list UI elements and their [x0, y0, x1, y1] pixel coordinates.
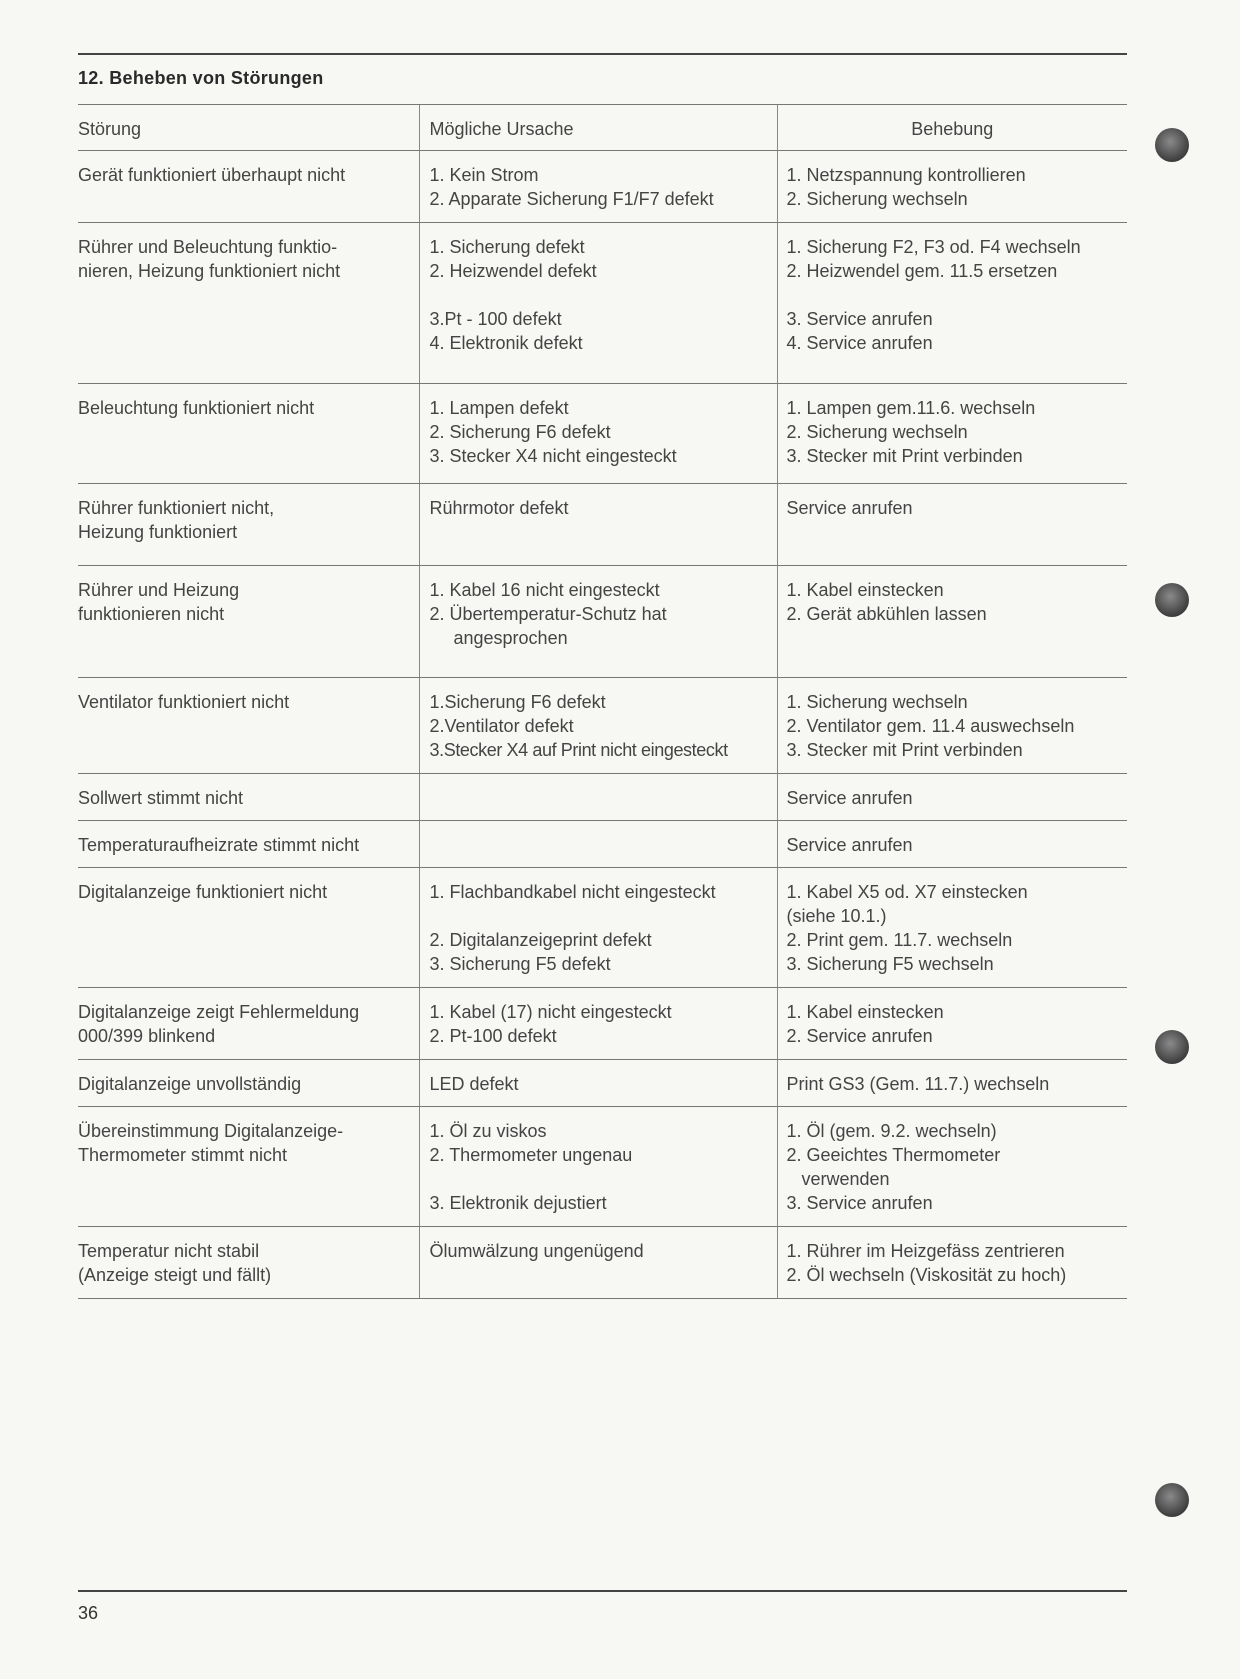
table-row	[78, 821, 1127, 868]
fix-line: Print GS3 (Gem. 11.7.) wechseln	[786, 1074, 1050, 1094]
troubleshooting-table	[78, 104, 1127, 1299]
fix-cell	[777, 821, 1127, 868]
cause-line: 2. Heizwendel defekt	[429, 261, 597, 281]
fix-line: 2. Geeichtes Thermometer	[786, 1145, 1001, 1165]
fix-cell	[777, 678, 1127, 774]
problem-cell	[78, 821, 419, 868]
table-row	[78, 223, 1127, 384]
problem-cell	[78, 678, 419, 774]
cause-line: 1. Kein Strom	[429, 165, 539, 185]
problem-line: 000/399 blinkend	[78, 1026, 216, 1046]
problem-cell	[78, 1060, 419, 1107]
cause-cell	[419, 384, 777, 484]
cause-cell	[419, 566, 777, 678]
problem-cell	[78, 868, 419, 988]
cause-line: 3. Elektronik dejustiert	[429, 1193, 607, 1213]
fix-cell	[777, 484, 1127, 566]
cause-line: Rührmotor defekt	[429, 498, 569, 518]
fix-line: 2. Heizwendel gem. 11.5 ersetzen	[786, 261, 1058, 281]
cause-line: 4. Elektronik defekt	[429, 333, 583, 353]
header-stoerung: Störung	[78, 105, 419, 151]
cause-cell	[419, 988, 777, 1060]
cause-line: 3.Pt - 100 defekt	[429, 309, 562, 329]
cause-line: 2. Pt-100 defekt	[429, 1026, 557, 1046]
cause-line: Ölumwälzung ungenügend	[429, 1241, 644, 1261]
problem-line: Ventilator funktioniert nicht	[78, 692, 290, 712]
line-gap	[430, 1167, 777, 1191]
table-row	[78, 1107, 1127, 1227]
fix-line: 2. Sicherung wechseln	[786, 422, 968, 442]
fix-line: 1. Kabel X5 od. X7 einstecken	[786, 882, 1028, 902]
problem-line: Thermometer stimmt nicht	[78, 1145, 288, 1165]
problem-line: Rührer und Beleuchtung funktio-	[78, 237, 338, 257]
problem-line: (Anzeige steigt und fällt)	[78, 1265, 272, 1285]
fix-line: 1. Rührer im Heizgefäss zentrieren	[786, 1241, 1065, 1261]
problem-cell	[78, 774, 419, 821]
fix-line: 4. Service anrufen	[786, 333, 933, 353]
fix-line: 3. Service anrufen	[786, 1193, 933, 1213]
table-row	[78, 1227, 1127, 1299]
cause-line: 2.Ventilator defekt	[429, 716, 574, 736]
table-row	[78, 384, 1127, 484]
problem-cell	[78, 384, 419, 484]
cause-cell	[419, 678, 777, 774]
fix-cell	[777, 151, 1127, 223]
cause-line: 1. Sicherung defekt	[429, 237, 585, 257]
problem-line: Sollwert stimmt nicht	[78, 788, 244, 808]
fix-line: 2. Gerät abkühlen lassen	[786, 604, 987, 624]
problem-cell	[78, 223, 419, 384]
fix-line: 1. Lampen gem.11.6. wechseln	[786, 398, 1036, 418]
fix-cell	[777, 988, 1127, 1060]
cause-cell	[419, 223, 777, 384]
problem-line: Digitalanzeige zeigt Fehlermeldung	[78, 1002, 360, 1022]
problem-line: Gerät funktioniert überhaupt nicht	[78, 165, 346, 185]
fix-line: Service anrufen	[786, 498, 913, 518]
problem-cell	[78, 484, 419, 566]
problem-line: Digitalanzeige unvollständig	[78, 1074, 302, 1094]
cause-line: 2. Übertemperatur-Schutz hat	[429, 604, 667, 624]
fix-line: 1. Kabel einstecken	[786, 580, 944, 600]
fix-line: 3. Stecker mit Print verbinden	[786, 740, 1023, 760]
fix-cell	[777, 1060, 1127, 1107]
fix-line: 2. Print gem. 11.7. wechseln	[786, 930, 1013, 950]
fix-cell	[777, 774, 1127, 821]
fix-cell	[777, 384, 1127, 484]
fix-cell	[777, 1227, 1127, 1299]
fix-cell	[777, 566, 1127, 678]
fix-line: Service anrufen	[786, 835, 913, 855]
fix-line: Service anrufen	[786, 788, 913, 808]
top-rule	[78, 53, 1127, 55]
punch-hole-4	[1155, 1483, 1189, 1517]
fix-line: verwenden	[801, 1169, 890, 1189]
fix-line: 2. Sicherung wechseln	[786, 189, 968, 209]
header-ursache: Mögliche Ursache	[419, 105, 777, 151]
table-row	[78, 868, 1127, 988]
fix-line: 3. Stecker mit Print verbinden	[786, 446, 1023, 466]
cause-cell	[419, 151, 777, 223]
fix-cell	[777, 223, 1127, 384]
fix-line: 3. Sicherung F5 wechseln	[786, 954, 994, 974]
problem-line: Beleuchtung funktioniert nicht	[78, 398, 315, 418]
cause-line: 2. Sicherung F6 defekt	[429, 422, 611, 442]
table-row	[78, 151, 1127, 223]
problem-cell	[78, 566, 419, 678]
problem-cell	[78, 1227, 419, 1299]
cause-cell	[419, 821, 777, 868]
cause-line: 1. Öl zu viskos	[429, 1121, 547, 1141]
problem-cell	[78, 151, 419, 223]
cause-line: 2. Thermometer ungenau	[429, 1145, 633, 1165]
punch-hole-1	[1155, 128, 1189, 162]
problem-line: Digitalanzeige funktioniert nicht	[78, 882, 328, 902]
problem-line: Übereinstimmung Digitalanzeige-	[78, 1121, 344, 1141]
problem-cell	[78, 988, 419, 1060]
cause-line: 1. Kabel 16 nicht eingesteckt	[429, 580, 660, 600]
fix-line: 2. Ventilator gem. 11.4 auswechseln	[786, 716, 1075, 736]
cause-line: 2. Digitalanzeigeprint defekt	[429, 930, 652, 950]
table-row	[78, 774, 1127, 821]
punch-hole-3	[1155, 1030, 1189, 1064]
cause-line: 1. Kabel (17) nicht eingesteckt	[429, 1002, 672, 1022]
problem-line: Temperaturaufheizrate stimmt nicht	[78, 835, 360, 855]
fix-line: 1. Öl (gem. 9.2. wechseln)	[786, 1121, 997, 1141]
section-title: 12. Beheben von Störungen	[78, 68, 324, 88]
table-row	[78, 988, 1127, 1060]
line-gap	[787, 283, 1128, 307]
bottom-rule	[78, 1590, 1127, 1592]
problem-line: Heizung funktioniert	[78, 522, 238, 542]
cause-line: LED defekt	[429, 1074, 519, 1094]
fix-line: (siehe 10.1.)	[786, 906, 887, 926]
header-behebung: Behebung	[777, 105, 1127, 151]
fix-cell	[777, 1107, 1127, 1227]
problem-line: Temperatur nicht stabil	[78, 1241, 260, 1261]
cause-line: 3. Sicherung F5 defekt	[429, 954, 611, 974]
punch-hole-2	[1155, 583, 1189, 617]
cause-line: 3. Stecker X4 nicht eingesteckt	[429, 446, 677, 466]
cause-cell	[419, 868, 777, 988]
problem-cell	[78, 1107, 419, 1227]
fix-line: 1. Sicherung F2, F3 od. F4 wechseln	[786, 237, 1081, 257]
table-row	[78, 566, 1127, 678]
fix-line: 2. Service anrufen	[786, 1026, 933, 1046]
cause-cell	[419, 484, 777, 566]
cause-line: 1.Sicherung F6 defekt	[429, 692, 606, 712]
cause-cell	[419, 1060, 777, 1107]
fix-line: 2. Öl wechseln (Viskosität zu hoch)	[786, 1265, 1067, 1285]
problem-line: funktionieren nicht	[78, 604, 225, 624]
page-number: 36	[78, 1603, 99, 1623]
cause-cell	[419, 1227, 777, 1299]
table-row	[78, 484, 1127, 566]
table-row	[78, 1060, 1127, 1107]
cause-line: 2. Apparate Sicherung F1/F7 defekt	[429, 189, 714, 209]
cause-line: 1. Lampen defekt	[429, 398, 569, 418]
fix-cell	[777, 868, 1127, 988]
fix-line: 3. Service anrufen	[786, 309, 933, 329]
cause-line: 3.Stecker X4 auf Print nicht eingesteckt	[429, 740, 728, 760]
problem-line: Rührer funktioniert nicht,	[78, 498, 275, 518]
cause-line: angesprochen	[453, 628, 568, 648]
problem-line: nieren, Heizung funktioniert nicht	[78, 261, 341, 281]
cause-cell	[419, 774, 777, 821]
table-row	[78, 678, 1127, 774]
table-header-row	[78, 105, 1127, 151]
line-gap	[430, 904, 777, 928]
fix-line: 1. Netzspannung kontrollieren	[786, 165, 1026, 185]
fix-line: 1. Sicherung wechseln	[786, 692, 968, 712]
problem-line: Rührer und Heizung	[78, 580, 240, 600]
cause-cell	[419, 1107, 777, 1227]
cause-line: 1. Flachbandkabel nicht eingesteckt	[429, 882, 716, 902]
fix-line: 1. Kabel einstecken	[786, 1002, 944, 1022]
line-gap	[430, 283, 777, 307]
